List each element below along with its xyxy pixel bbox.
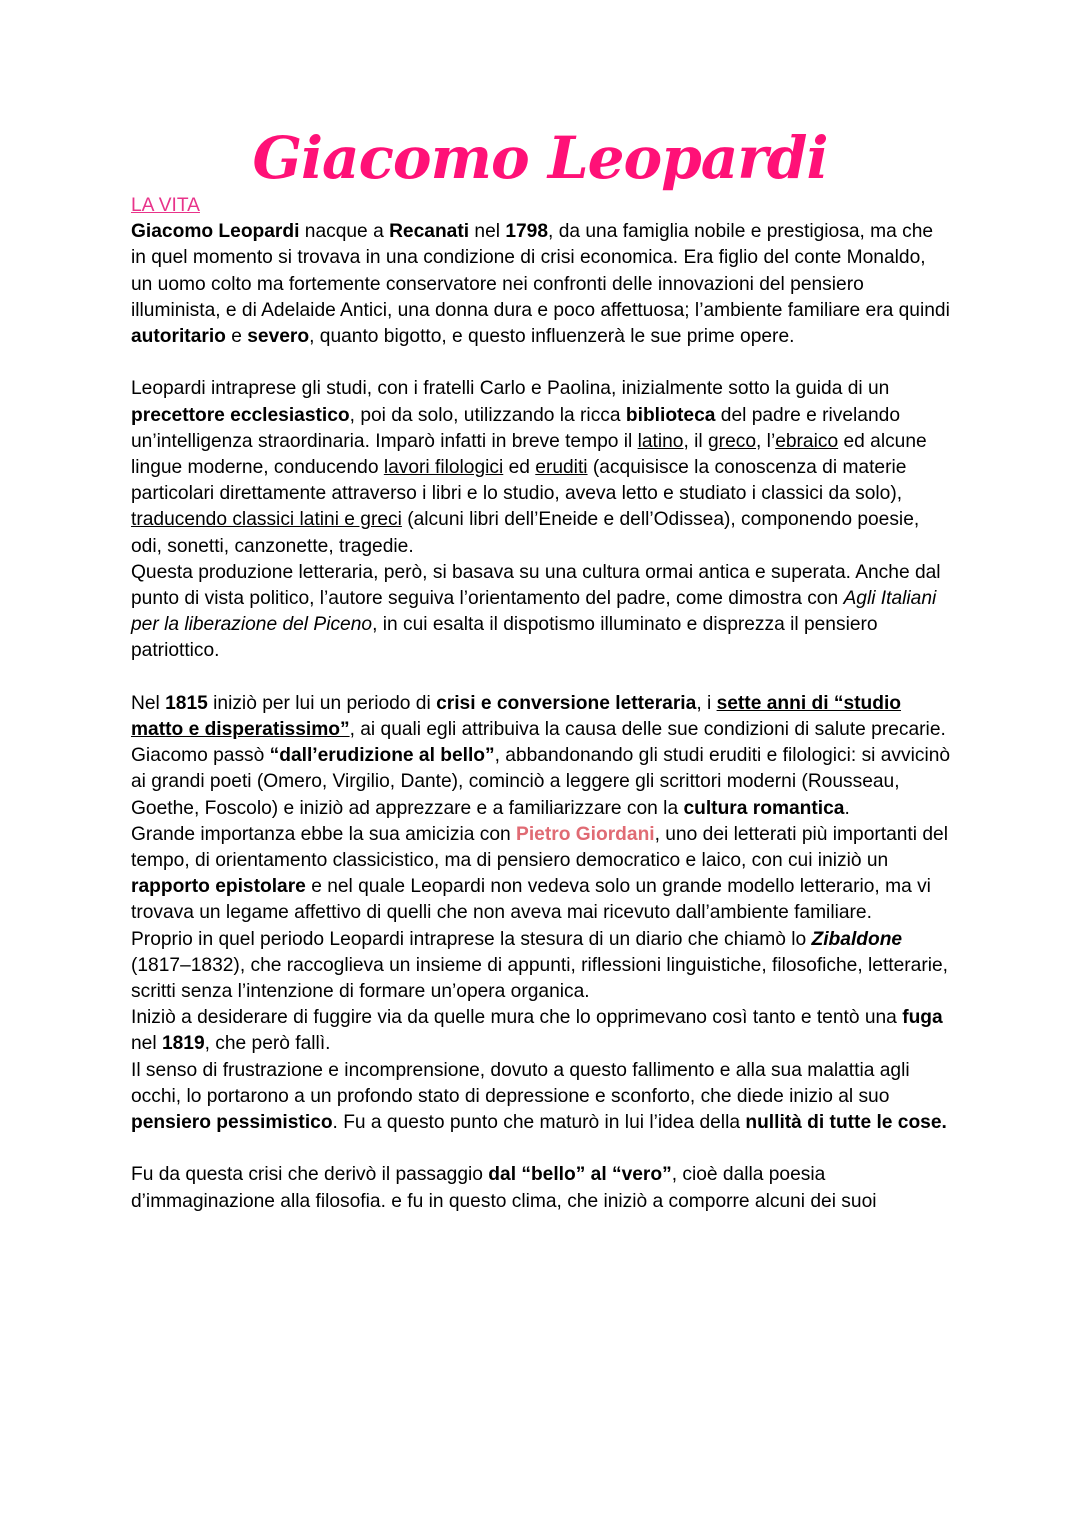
underlined-text: greco: [708, 430, 757, 452]
text: Grande importanza ebbe la sua amicizia con: [131, 823, 517, 845]
text: nacque a: [299, 221, 390, 243]
paragraph-escape: [131, 1005, 951, 1057]
text: , l’: [756, 430, 776, 452]
highlighted-name: Pietro Giordani: [516, 823, 655, 845]
paragraph-crisis-1815: [131, 691, 951, 743]
text: Iniziò a desiderare di fuggire via da quelle mura che lo opprimevano così tanto e tentò una: [131, 1007, 903, 1029]
page-title: Giacomo Leopardi: [252, 124, 828, 192]
text: e nel quale Leopardi non vedeva solo un grande modello letterario, ma vi trovava un legame affettivo di quelli che non aveva mai ricevuto dall’ambiente familiare.: [131, 876, 931, 924]
paragraph-pessimism: [131, 1058, 951, 1137]
underlined-text: ebraico: [775, 430, 839, 452]
bold-text: pensiero pessimistico: [131, 1112, 333, 1134]
text: Questa produzione letteraria, però, si basava su una cultura ormai antica e superata. Anche dal punto di vista politico, l’autore seguiva l’orientamento del padre, come dimostra con: [131, 561, 941, 610]
text: , poi da solo, utilizzando la ricca: [349, 404, 626, 426]
bold-text: rapporto epistolare: [131, 876, 306, 898]
text: , quanto bigotto, e questo influenzerà le sue prime opere.: [309, 326, 795, 348]
paragraph-politics: [131, 560, 951, 665]
text: , in cui esalta il dispotismo illuminato e disprezza il pensiero patriottico.: [131, 614, 878, 662]
text: Nel: [131, 692, 166, 714]
section-heading-la-vita: LA VITA: [131, 195, 200, 216]
bold-text: precettore ecclesiastico: [131, 404, 350, 426]
text: nel: [131, 1033, 162, 1055]
bold-text: dal “bello” al “vero”: [488, 1164, 672, 1186]
text: , da una famiglia nobile e prestigiosa, ma che in quel momento si trovava in una condizione di crisi economica. Era figlio del conte Monaldo, un uomo colto ma fortemente conservatore nei confronti delle innovazioni del pensiero illuminista, e di Adelaide Antici, una donna dura e poco affettuosa; l’ambiente familiare era quindi: [131, 221, 950, 321]
underlined-text: traducendo classici latini e greci: [131, 509, 402, 531]
bold-italic-title: Zibaldone: [811, 928, 903, 950]
text: Il senso di frustrazione e incomprensione, dovuto a questo fallimento e alla sua malattia agli occhi, lo portarono a un profondo stato di depressione e sconforto, che diede inizio al suo: [131, 1059, 910, 1107]
text: . Fu a questo punto che maturò in lui l’idea della: [332, 1112, 746, 1134]
paragraph-gap: [131, 350, 951, 376]
text: , i: [696, 692, 717, 714]
bold-text: 1819: [161, 1033, 205, 1055]
paragraph-zibaldone: [131, 927, 951, 1006]
bold-text: Giacomo Leopardi: [131, 221, 300, 243]
text: , abbandonando gli studi eruditi e filologici: si avvicinò ai grandi poeti (Omero, Virgilio, Dante), cominciò a leggere gli scrittori moderni (Rousseau, Goethe, Foscolo) e iniziò ad apprezzare e a familiarizzare con la: [131, 745, 951, 819]
bold-text: Recanati: [389, 221, 470, 243]
paragraph-erudition-to-beauty: [131, 743, 951, 822]
text: iniziò per lui un periodo di: [207, 692, 437, 714]
bold-text: nullità di tutte le cose.: [745, 1112, 947, 1134]
paragraph-birth: [131, 219, 951, 350]
paragraph-studies: [131, 376, 951, 559]
paragraph-giordani: [131, 822, 951, 927]
text: Leopardi intraprese gli studi, con i fratelli Carlo e Paolina, inizialmente sotto la guida di un: [131, 378, 890, 400]
text: , che però fallì.: [204, 1033, 331, 1055]
text: e: [225, 326, 248, 348]
text: Proprio in quel periodo Leopardi intraprese la stesura di un diario che chiamò lo: [131, 928, 812, 950]
text: , cioè dalla poesia d’immaginazione alla filosofia. e fu in questo clima, che iniziò a comporre alcuni dei suoi: [131, 1164, 877, 1212]
document-body: [131, 193, 951, 1215]
paragraph-gap: [131, 665, 951, 691]
bold-text: autoritario: [131, 326, 226, 348]
text: (1817–1832), che raccoglieva un insieme di appunti, riflessioni linguistiche, filosofiche, letterarie, scritti senza l’intenzione di formare un’opera organica.: [131, 954, 948, 1003]
text: ed: [503, 457, 536, 479]
text: del padre e rivelando un’intelligenza straordinaria. Imparò infatti in breve tempo il: [131, 404, 900, 452]
underlined-text: latino: [637, 430, 684, 452]
bold-text: fuga: [902, 1007, 943, 1029]
italic-title: Agli Italiani per la liberazione del Piceno: [131, 588, 937, 636]
text: , uno dei letterati più importanti del tempo, di orientamento classicistico, ma di pensiero democratico e laico, con cui iniziò un: [131, 823, 948, 872]
bold-text: biblioteca: [625, 404, 716, 426]
bold-text: 1815: [165, 692, 208, 714]
text: (alcuni libri dell’Eneide e dell’Odissea), componendo poesie, odi, sonetti, canzonette, tragedie.: [131, 509, 920, 557]
text: (acquisisce la conoscenza di materie particolari direttamente attraverso i libri e lo studio, aveva letto e studiato i classici da solo),: [131, 457, 907, 505]
bold-text: cultura romantica: [683, 797, 845, 819]
underlined-text: lavori filologici: [383, 457, 504, 479]
underlined-text: eruditi: [535, 457, 588, 479]
text: Giacomo passò: [131, 745, 270, 767]
bold-text: crisi e conversione letteraria: [436, 692, 697, 714]
text: ed alcune lingue moderne, conducendo: [131, 430, 927, 479]
paragraph-beauty-to-truth: [131, 1162, 951, 1214]
bold-underlined-text: sette anni di “studio matto e disperatissimo”: [131, 692, 902, 741]
text: , il: [683, 430, 709, 452]
bold-text: 1798: [505, 221, 549, 243]
text: nel: [469, 221, 506, 243]
paragraph-gap: [131, 1136, 951, 1162]
text: Fu da questa crisi che derivò il passaggio: [131, 1164, 489, 1186]
text: , ai quali egli attribuiva la causa delle sue condizioni di salute precarie.: [349, 719, 946, 741]
bold-text: severo: [247, 326, 310, 348]
bold-text: “dall’erudizione al bello”: [269, 745, 495, 767]
text: .: [844, 797, 850, 819]
